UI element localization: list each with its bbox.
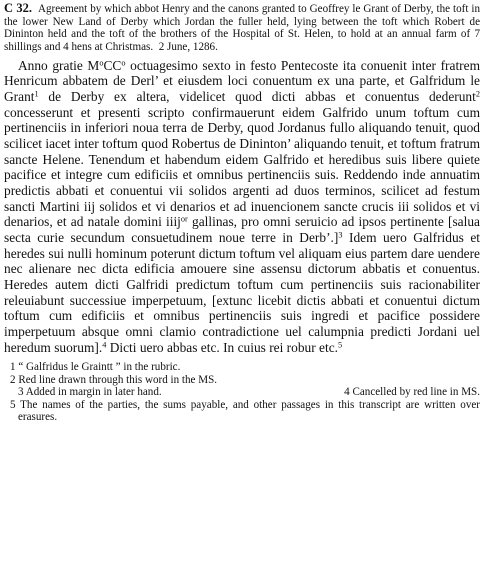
transcript-segment: octuagesimo sexto in festo Pentecoste ita conuenit inter fratrem Henricum abbatem de Derl’ et eiusdem loci conuentum ex una parte, et Galfridum le Grant bbox=[4, 57, 480, 105]
document-page bbox=[4, 2, 480, 423]
footnote-ref: 2 bbox=[475, 89, 480, 99]
footnotes bbox=[4, 361, 480, 423]
footnote-ref: 1 bbox=[34, 89, 39, 99]
transcript-segment: Anno gratie M bbox=[18, 57, 100, 73]
charter-summary bbox=[4, 2, 480, 54]
superscript: o bbox=[121, 58, 126, 68]
transcript-segment: concesserunt et presenti scripto confirmauerunt eidem Galfrido unum toftum cum pertinenciis in inferiori noua terra de Derby, quod Jordanus fullo aliquando tenuit, quod scilicet iacet inter toftum quod Robertus de Dininton’ aliquando tenuit, et toftum fratrum sancte Helene. Tenendum et habendum eidem Galfrido et heredibus suis libere quiete pacifice et integre cum edificiis et omnibus pertinenciis suis. Reddendo inde annuatim predictis abbati et conuentui vii solidos argenti ad duos terminos, scilicet ad festum sancti Martini iij solidos et vi denarios et ad inuencionem sancte crucis iii solidos et vi denarios, et ad natale domini iiij bbox=[4, 104, 480, 230]
superscript: or bbox=[180, 214, 188, 224]
latin-transcript bbox=[4, 58, 480, 355]
footnote-4: 4 Cancelled by red line in MS. bbox=[344, 386, 480, 399]
charter-number: C 32. bbox=[4, 1, 32, 15]
transcript-segment: gallinas, pro omni seruicio ad ipsos pertinente [salua secta curie secundum consuetudinem noue terre in Derb’.] bbox=[4, 214, 480, 246]
footnote-1: 1 “ Galfridus le Graintt ” in the rubric. bbox=[10, 361, 181, 374]
charter-date: 2 June, 1286. bbox=[158, 41, 218, 54]
transcript-segment: CC bbox=[103, 57, 122, 73]
transcript-segment: de Derby ex altera, videlicet quod dicti abbas et conuentus dederunt bbox=[38, 89, 476, 105]
summary-text: Agreement by which abbot Henry and the canons granted to Geoffrey le Grant of Derby, the toft in the lower New Land of Derby which Jordan the fuller held, lying between the toft which Robert de Dininton held and the toft of the brothers of the Hospital of St. Helen, to hold at an annual farm of 7 shillings and 4 hens at Christmas. bbox=[4, 3, 481, 54]
footnote-row bbox=[4, 386, 480, 398]
footnote-3: 3 Added in margin in later hand. bbox=[18, 386, 162, 399]
footnote-5: 5 The names of the parties, the sums payable, and other passages in this transcript are written over erasures. bbox=[10, 398, 480, 423]
transcript-segment: Dicti uero abbas etc. In cuius rei robur etc. bbox=[106, 339, 338, 355]
footnote-ref: 4 bbox=[102, 340, 107, 350]
footnote-2: 2 Red line drawn through this word in the MS. bbox=[10, 373, 218, 386]
footnote-ref: 3 bbox=[338, 230, 343, 240]
superscript: o bbox=[99, 58, 104, 68]
transcript-segment: Idem uero Galfridus et heredes sui nulli hominum poterunt dictum toftum vel aliquam eius partem dare uendere nec alienare nec dicta edificia amouere sine assensu dictorum abbatis et conuentus. Heredes autem dicti Galfridi predictum toftum cum pertinenciis suis racionabiliter releuiabunt successiue imperpetuum, [extunc licebit dictis abbati et conuentui dictum toftum cum edificiis et omnibus pertinenciis suis ingredi et pacifice possidere imperpetuum absque omni clamio contradictione uel calumpnia predicti Jordani uel heredum suorum]. bbox=[4, 230, 481, 355]
footnote-ref: 5 bbox=[338, 340, 343, 350]
